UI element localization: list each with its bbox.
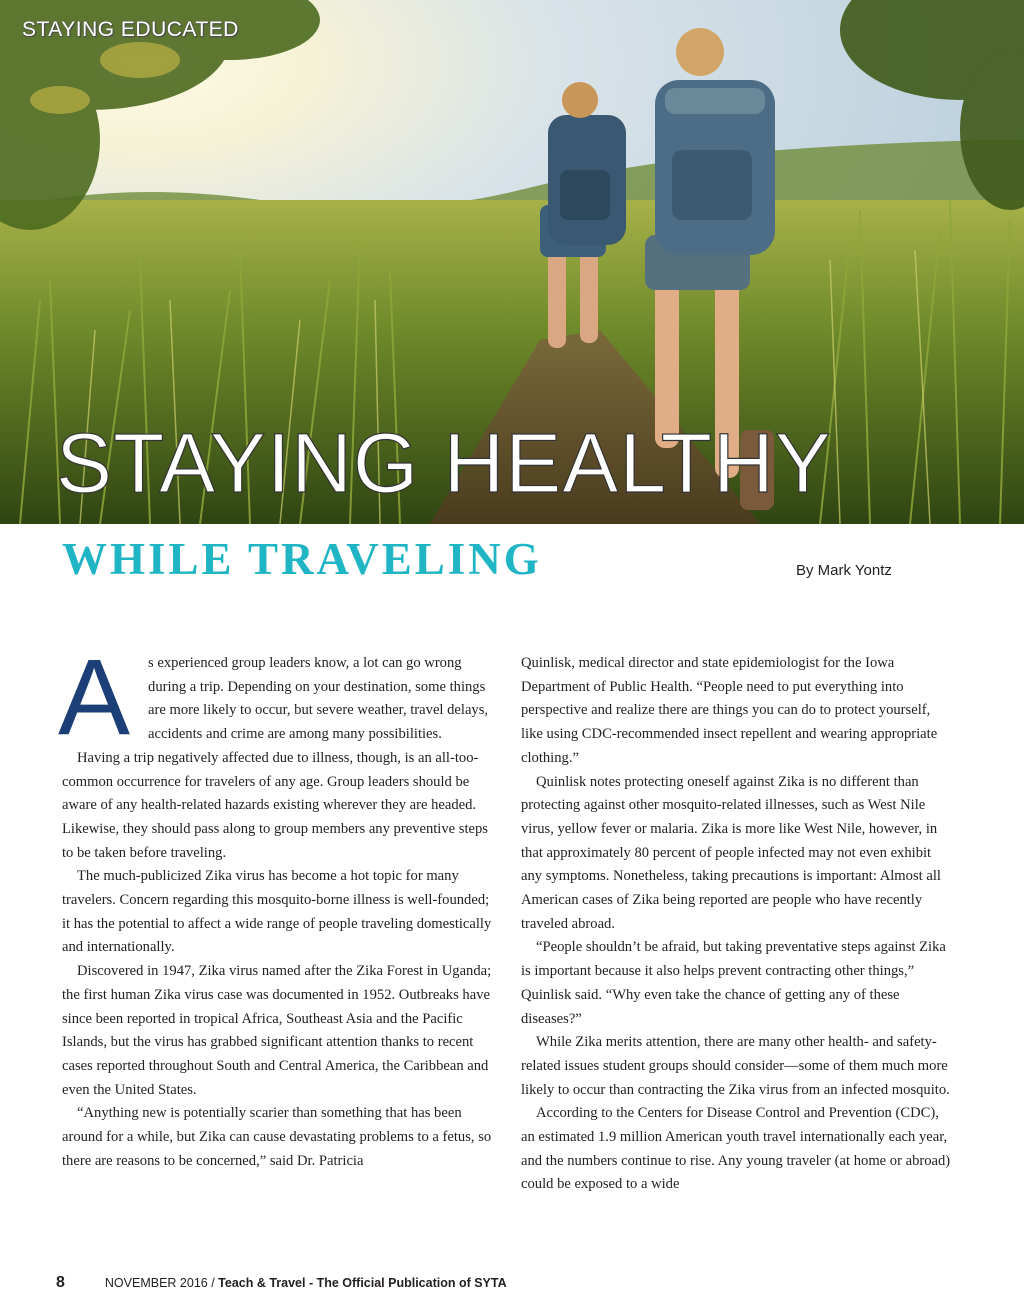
headline-title: STAYING HEALTHY xyxy=(56,416,832,510)
article-paragraph: “Anything new is potentially scarier than something that has been around for a while, but Zika can cause devastating problems to a fetus, so there are reasons to be concerned,” said Dr. Patricia xyxy=(62,1105,492,1169)
article-column-right xyxy=(521,652,951,1197)
article-column-left xyxy=(58,636,492,1173)
page-footer xyxy=(56,1274,507,1292)
article-paragraph: The much-publicized Zika virus has become a hot topic for many travelers. Concern regarding this mosquito-borne illness is well-founded; it has the potential to affect a wide range of people traveling domestically and internationally. xyxy=(62,868,492,956)
article-paragraph: A s experienced group leaders know, a lot can go wrong during a trip. Depending on your destination, some things are more likely to occur, but severe weather, travel delays, accidents and crime are among many possibilities. xyxy=(58,636,489,757)
article-paragraph: Quinlisk, medical director and state epidemiologist for the Iowa Department of Public Health. “People need to put everything into perspective and realize there are things you can do to protect yourself, like using CDC-recommended insect repellent and wearing appropriate clothing.” xyxy=(521,655,938,766)
drop-cap: A xyxy=(58,636,131,757)
issue-date: NOVEMBER 2016 / xyxy=(104,1276,219,1290)
article-paragraph: Quinlisk notes protecting oneself against Zika is no different than protecting against other mosquito-related illnesses, such as West Nile virus, yellow fever or malaria. Zika is more like West Nile, however, in that approximately 80 percent of people infected may not even exhibit any symptoms. Nonetheless, taking precautions is important: Almost all American cases of Zika being reported are people who have recently traveled abroad. xyxy=(521,773,941,932)
publication-name: Teach & Travel - The Official Publication of SYTA xyxy=(218,1276,507,1290)
article-paragraph: “People shouldn’t be afraid, but taking preventative steps against Zika is important because it also helps prevent contracting other things,” Quinlisk said. “Why even take the chance of getting any of these diseases?” xyxy=(521,939,946,1027)
article-paragraph: Having a trip negatively affected due to illness, though, is an all-too-common occurrence for travelers of any age. Group leaders should be aware of any health-related hazards existing wherever they are headed. Likewise, they should pass along to group members any preventive steps to be taken before traveling. xyxy=(62,749,488,861)
article-paragraph: According to the Centers for Disease Control and Prevention (CDC), an estimated 1.9 million American youth travel internationally each year, and the numbers continue to rise. Any young traveler (at home or abroad) could be exposed to a wide xyxy=(521,1105,951,1193)
article-paragraph: While Zika merits attention, there are many other health- and safety-related issues student groups should consider—some of them much more likely to occur than contracting the Zika virus from an infected mosquito. xyxy=(521,1034,950,1098)
author-byline: By Mark Yontz xyxy=(796,562,892,579)
headline-subtitle: WHILE TRAVELING xyxy=(62,534,542,584)
article-paragraph: Discovered in 1947, Zika virus named after the Zika Forest in Uganda; the first human Zika virus case was documented in 1952. Outbreaks have since been reported in tropical Africa, Southeast Asia and the Pacific Islands, but the virus has grabbed significant attention thanks to recent cases reported throughout South and Central America, the Caribbean and even the United States. xyxy=(62,963,492,1098)
section-label: STAYING EDUCATED xyxy=(22,18,239,41)
page-number: 8 xyxy=(56,1274,65,1291)
